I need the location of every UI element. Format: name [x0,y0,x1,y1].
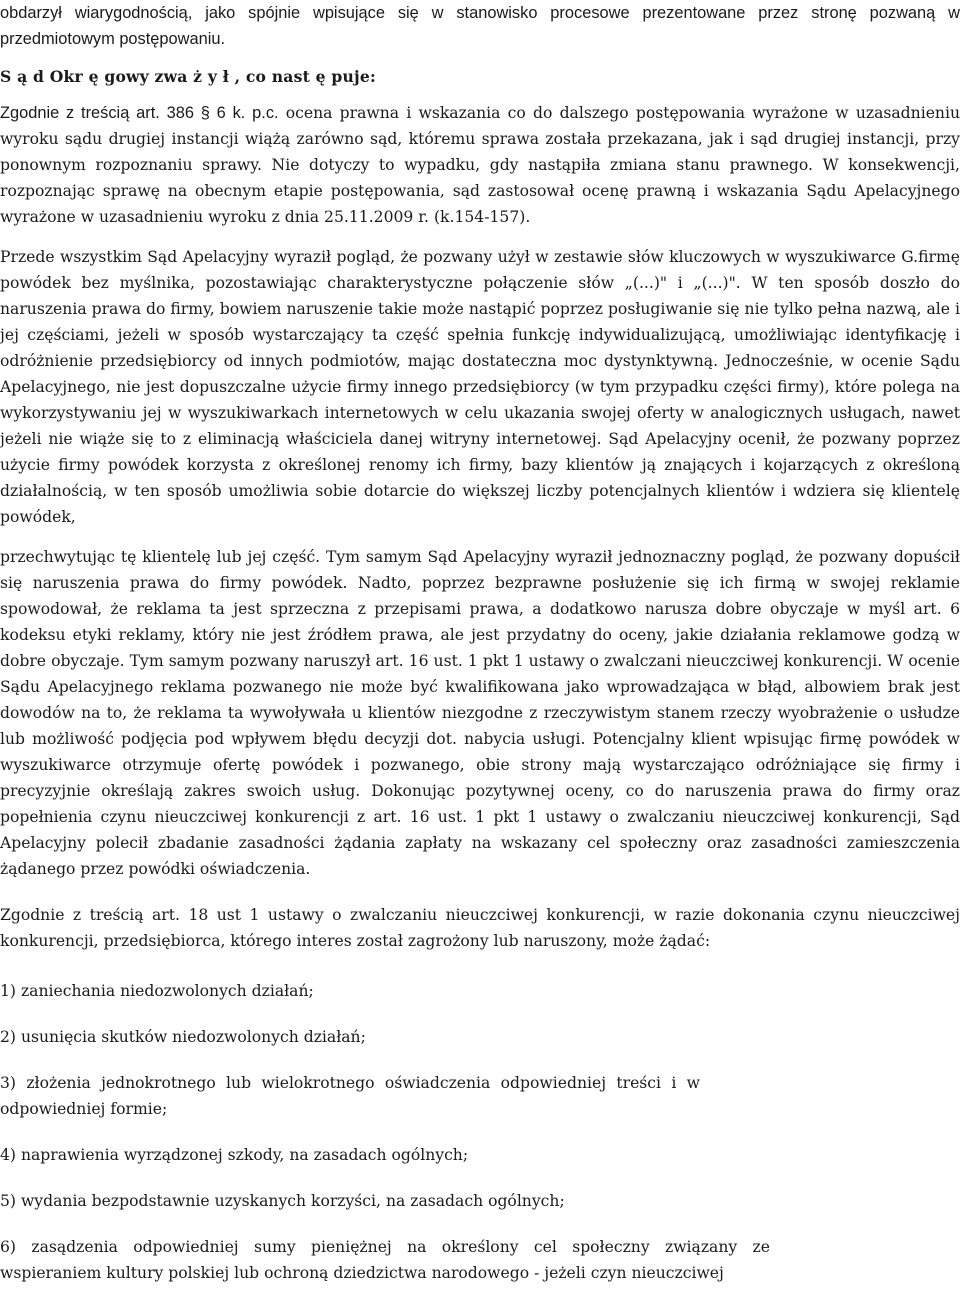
list-item: 6) zasądzenia odpowiedniej sumy pieniężnej na określony cel społeczny związany ze wspieraniem kultury polskiej lub ochroną dziedzictwa narodowego - jeżeli czyn nieuczciwej [0,1238,770,1282]
paragraph-art-386 [0,100,960,230]
list-item: 4) naprawienia wyrządzonej szkody, na zasadach ogólnych; [0,1146,469,1164]
paragraph-lead: Zgodnie z treścią art. 386 § 6 k. p.c. [0,104,279,122]
list-item: 1) zaniechania niedozwolonych działań; [0,982,314,1000]
list-item: 3) złożenia jednokrotnego lub wielokrotnego oświadczenia odpowiedniej treści i w odpowiedniej formie; [0,1074,700,1118]
section-heading: S ą d Okr ę gowy zwa ż y ł , co nast ę puje: [0,67,376,86]
paragraph-appeal-opinion: Przede wszystkim Sąd Apelacyjny wyraził pogląd, że pozwany użył w zestawie słów kluczowych w wyszukiwarce G.firmę powódek bez myślnika, pozostawiając charakterystyczne połączenie słów „(...)" i „(...)". W ten sposób doszło do naruszenia prawa do firmy, bowiem naruszenie takie może nastąpić poprzez posługiwanie się nie tylko pełna nazwą, ale i jej częściami, jeżeli w sposób wystarczający ta część spełnia funkcję indywidualizującą, umożliwiając identyfikację i odróżnienie przedsiębiorcy od innych podmiotów, mając dostateczna moc dystynktywną. Jednocześnie, w ocenie Sądu Apelacyjnego, nie jest dopuszczalne użycie firmy innego przedsiębiorcy (w tym przypadku części firmy), które polega na wykorzystywaniu jej w wyszukiwarkach internetowych w celu ukazania swojej oferty w analogicznych usługach, nawet jeżeli nie wiąże się to z eliminacją właściciela danej witryny internetowej. Sąd Apelacyjny ocenił, że pozwany poprzez użycie firmy powódek korzysta z określonej renomy ich firmy, bazy klientów ją znających i kojarzących z określoną działalnością, w ten sposób umożliwia sobie dotarcie do większej liczby potencjalnych klientów i wdziera się klientelę powódek, [0,248,960,526]
intro-paragraph: obdarzył wiarygodnością, jako spójnie wpisujące się w stanowisko procesowe prezentowane przez stronę pozwaną w przedmiotowym postępowaniu. [0,4,960,48]
paragraph-body: ocena prawna i wskazania co do dalszego postępowania wyrażone w uzasadnieniu wyroku sądu drugiej instancji wiążą zarówno sąd, któremu sprawa została przekazana, jak i sąd drugiej instancji, przy ponownym rozpoznaniu sprawy. Nie dotyczy to wypadku, gdy nastąpiła zmiana stanu prawnego. W konsekwencji, rozpoznając sprawę na obecnym etapie postępowania, sąd zastosował ocenę prawną i wskazania Sądu Apelacyjnego wyrażone w uzasadnieniu wyroku z dnia 25.11.2009 r. (k.154-157). [0,104,960,226]
claims-list [0,954,960,1286]
list-item: 5) wydania bezpodstawnie uzyskanych korzyści, na zasadach ogólnych; [0,1192,565,1210]
list-item: 2) usunięcia skutków niedozwolonych działań; [0,1028,366,1046]
paragraph-infringement: przechwytując tę klientelę lub jej część. Tym samym Sąd Apelacyjny wyraził jednoznaczny pogląd, że pozwany dopuścił się naruszenia prawa do firmy powódek. Nadto, poprzez bezprawne posłużenie się ich firmą w swojej reklamie spowodował, że reklama ta jest sprzeczna z przepisami prawa, a dodatkowo narusza dobre obyczaje w myśl art. 6 kodeksu etyki reklamy, który nie jest źródłem prawa, ale jest przydatny do oceny, jakie działania reklamowe godzą w dobre obyczaje. Tym samym pozwany naruszył art. 16 ust. 1 pkt 1 ustawy o zwalczani nieuczciwej konkurencji. W ocenie Sądu Apelacyjnego reklama pozwanego nie może być kwalifikowana jako wprowadzająca w błąd, albowiem brak jest dowodów na to, że reklama ta wywoływała u klientów niezgodne z rzeczywistym stanem rzeczy wyobrażenie o usłudze lub możliwość podjęcia pod wpływem błędu decyzji dot. nabycia usługi. Potencjalny klient wpisując firmę powódek w wyszukiwarce otrzymuje ofertę powódek i pozwanego, obie strony mają wystarczająco odróżniające się firmy i precyzyjnie określają zakres swoich usług. Dokonując pozytywnej oceny, co do naruszenia prawa do firmy oraz popełnienia czynu nieuczciwej konkurencji z art. 16 ust. 1 pkt 1 ustawy o zwalczaniu nieuczciwej konkurencji, Sąd Apelacyjny polecił zbadanie zasadności żądania zapłaty na wskazany cel społeczny oraz zasadności zamieszczenia żądanego przez powódki oświadczenia. [0,548,960,878]
paragraph-art-18: Zgodnie z treścią art. 18 ust 1 ustawy o zwalczaniu nieuczciwej konkurencji, w razie dokonania czynu nieuczciwej konkurencji, przedsiębiorca, którego interes został zagrożony lub naruszony, może żądać: [0,906,960,950]
